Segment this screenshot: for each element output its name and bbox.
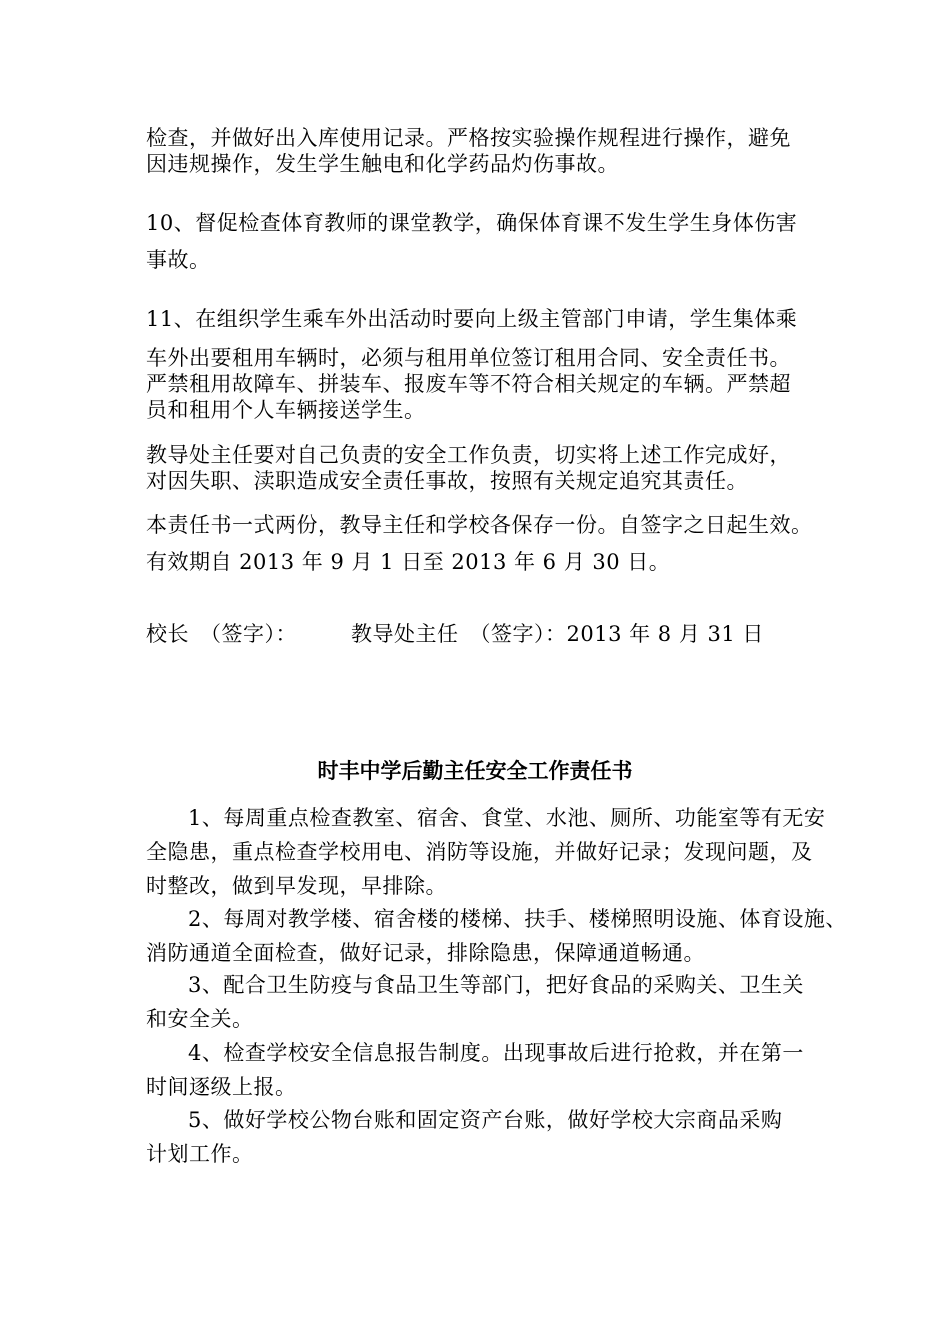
paragraph-line: 有效期自 2013 年 9 月 1 日至 2013 年 6 月 30 日。 xyxy=(146,550,671,574)
paragraph-line: 教导处主任要对自己负责的安全工作负责，切实将上述工作完成好， xyxy=(146,443,791,467)
paragraph-line: 3、配合卫生防疫与食品卫生等部门，把好食品的采购关、卫生关 xyxy=(188,973,804,997)
paragraph-line: 严禁租用故障车、拼装车、报废车等不符合相关规定的车辆。严禁超 xyxy=(146,372,791,396)
paragraph-line: 5、做好学校公物台账和固定资产台账，做好学校大宗商品采购 xyxy=(188,1108,783,1132)
paragraph-line: 事故。 xyxy=(146,248,211,272)
paragraph-line: 对因失职、渎职造成安全责任事故，按照有关规定追究其责任。 xyxy=(146,469,748,493)
paragraph-line: 消防通道全面检查，做好记录，排除隐患，保障通道畅通。 xyxy=(146,941,705,965)
paragraph-line: 1、每周重点检查教室、宿舍、食堂、水池、厕所、功能室等有无安 xyxy=(188,806,826,830)
paragraph-line: 2、每周对教学楼、宿舍楼的楼梯、扶手、楼梯照明设施、体育设施、 xyxy=(188,907,847,931)
paragraph-line: 时整改，做到早发现，早排除。 xyxy=(146,874,447,898)
paragraph-line: 10、督促检查体育教师的课堂教学，确保体育课不发生学生身体伤害 xyxy=(146,211,798,235)
paragraph-line: 全隐患，重点检查学校用电、消防等设施，并做好记录；发现问题，及 xyxy=(146,840,813,864)
paragraph-line: 计划工作。 xyxy=(146,1142,254,1166)
paragraph-line: 检查，并做好出入库使用记录。严格按实验操作规程进行操作，避免 xyxy=(146,126,791,150)
paragraph-line: 4、检查学校安全信息报告制度。出现事故后进行抢救，并在第一 xyxy=(188,1041,804,1065)
paragraph-line: 车外出要租用车辆时，必须与租用单位签订租用合同、安全责任书。 xyxy=(146,346,791,370)
paragraph-line: 因违规操作，发生学生触电和化学药品灼伤事故。 xyxy=(146,152,619,176)
paragraph-line: 和安全关。 xyxy=(146,1007,254,1031)
paragraph-line: 员和租用个人车辆接送学生。 xyxy=(146,398,426,422)
paragraph-line: 本责任书一式两份，教导主任和学校各保存一份。自签字之日起生效。 xyxy=(146,513,813,537)
paragraph-line: 11、在组织学生乘车外出活动时要向上级主管部门申请，学生集体乘 xyxy=(146,307,798,331)
paragraph-line: 时间逐级上报。 xyxy=(146,1075,297,1099)
signature-line: 校长 （签字）： 教导处主任 （签字）：2013 年 8 月 31 日 xyxy=(146,622,764,646)
section-title: 时丰中学后勤主任安全工作责任书 xyxy=(317,758,633,783)
